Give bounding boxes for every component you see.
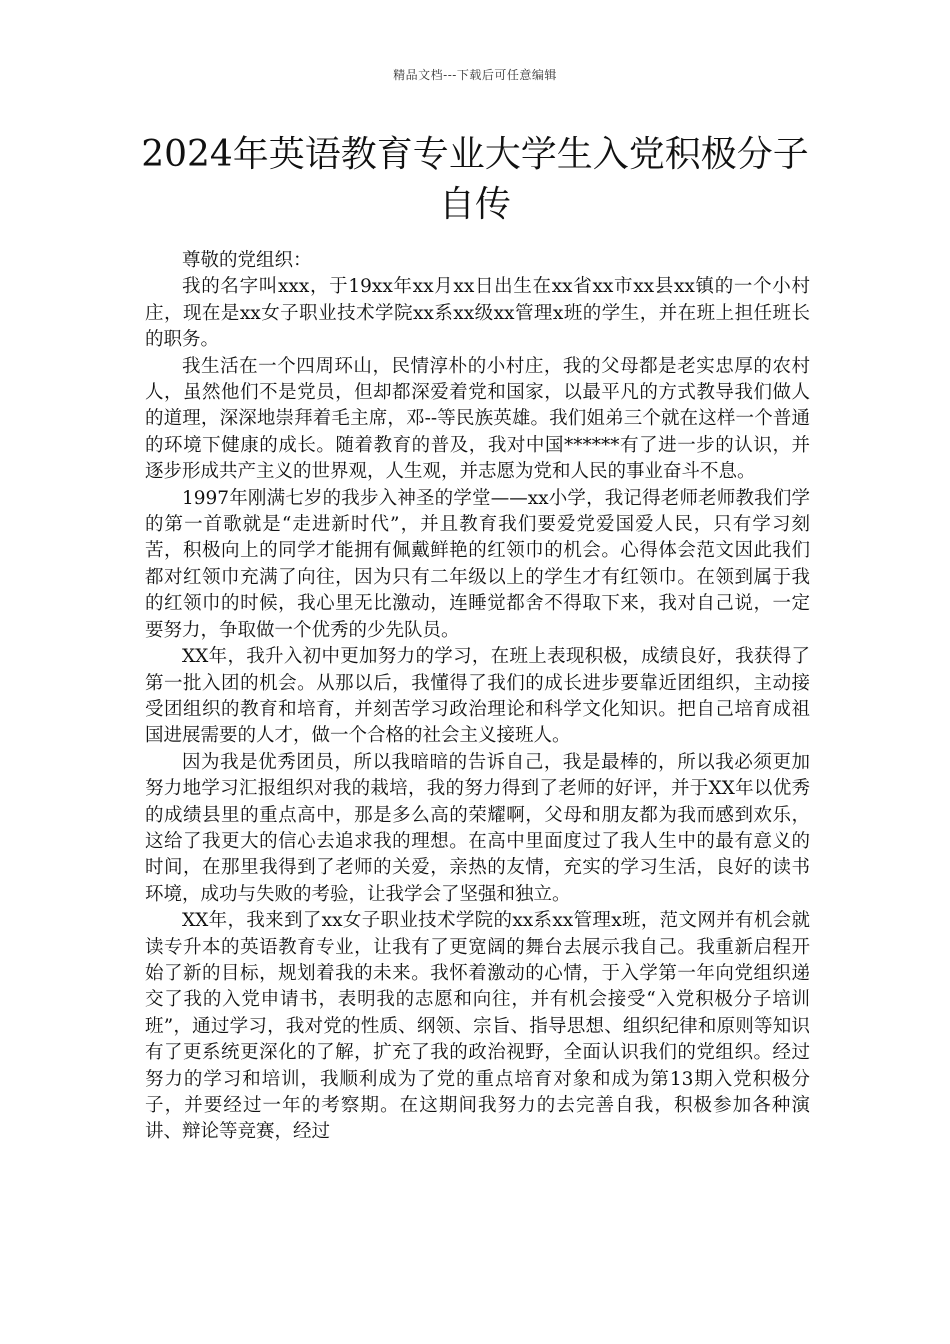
document-body bbox=[145, 248, 810, 1146]
paragraph-6: XX年，我来到了xx女子职业技术学院的xx系xx管理x班，范文网并有机会就读专升本的英语教育专业，让我有了更宽阔的舞台去展示我自己。我重新启程开始了新的目标，规划着我的未来。我怀着激动的心情，于入学第一年向党组织递交了我的入党申请书，表明我的志愿和向往，并有机会接受“入党积极分子培训班”，通过学习，我对党的性质、纲领、宗旨、指导思想、组织纪律和原则等知识有了更系统更深化的了解，扩充了我的政治视野，全面认识我们的党组织。经过努力的学习和培训，我顺利成为了党的重点培育对象和成为第13期入党积极分子，并要经过一年的考察期。在这期间我努力的去完善自我，积极参加各种演讲、辩论等竞赛，经过 bbox=[145, 910, 810, 1143]
paragraph-4: XX年，我升入初中更加努力的学习，在班上表现积极，成绩良好，我获得了第一批入团的机会。从那以后，我懂得了我们的成长进步要靠近团组织，主动接受团组织的教育和培育，并刻苦学习政治理论和科学文化知识。把自己培育成祖国进展需要的人才，做一个合格的社会主义接班人。 bbox=[145, 646, 810, 747]
header-note: 精品文档---下载后可任意编辑 bbox=[393, 68, 557, 82]
paragraph-3: 1997年刚满七岁的我步入神圣的学堂——xx小学，我记得老师老师教我们学的第一首歌就是“走进新时代”，并且教育我们要爱党爱国爱人民，只有学习刻苦，积极向上的同学才能拥有佩戴鲜艳的红领巾的机会。心得体会范文因此我们都对红领巾充满了向往，因为只有二年级以上的学生才有红领巾。在领到属于我的红领巾的时候，我心里无比激动，连睡觉都舍不得取下来，我对自己说，一定要努力，争取做一个优秀的少先队员。 bbox=[145, 487, 810, 641]
document-title: 2024年英语教育专业大学生入党积极分子自传 bbox=[141, 134, 809, 225]
paragraph-1: 我的名字叫xxx，于19xx年xx月xx日出生在xx省xx市xx县xx镇的一个小村庄，现在是xx女子职业技术学院xx系xx级xx管理x班的学生，并在班上担任班长的职务。 bbox=[145, 276, 810, 351]
paragraph-5: 因为我是优秀团员，所以我暗暗的告诉自己，我是最棒的，所以我必须更加努力地学习汇报组织对我的栽培，我的努力得到了老师的好评，并于XX年以优秀的成绩县里的重点高中，那是多么高的荣耀啊，父母和朋友都为我而感到欢乐，这给了我更大的信心去追求我的理想。在高中里面度过了我人生中的最有意义的时间，在那里我得到了老师的关爱，亲热的友情，充实的学习生活，良好的读书环境，成功与失败的考验，让我学会了坚强和独立。 bbox=[145, 751, 810, 905]
salutation: 尊敬的党组织： bbox=[182, 250, 312, 271]
paragraph-2: 我生活在一个四周环山，民情淳朴的小村庄，我的父母都是老实忠厚的农村人，虽然他们不是党员，但却都深爱着党和国家，以最平凡的方式教导我们做人的道理，深深地崇拜着毛主席，邓--等民族英雄。我们姐弟三个就在这样一个普通的环境下健康的成长。随着教育的普及，我对中国******有了进一步的认识，并逐步形成共产主义的世界观，人生观，并志愿为党和人民的事业奋斗不息。 bbox=[145, 355, 810, 483]
